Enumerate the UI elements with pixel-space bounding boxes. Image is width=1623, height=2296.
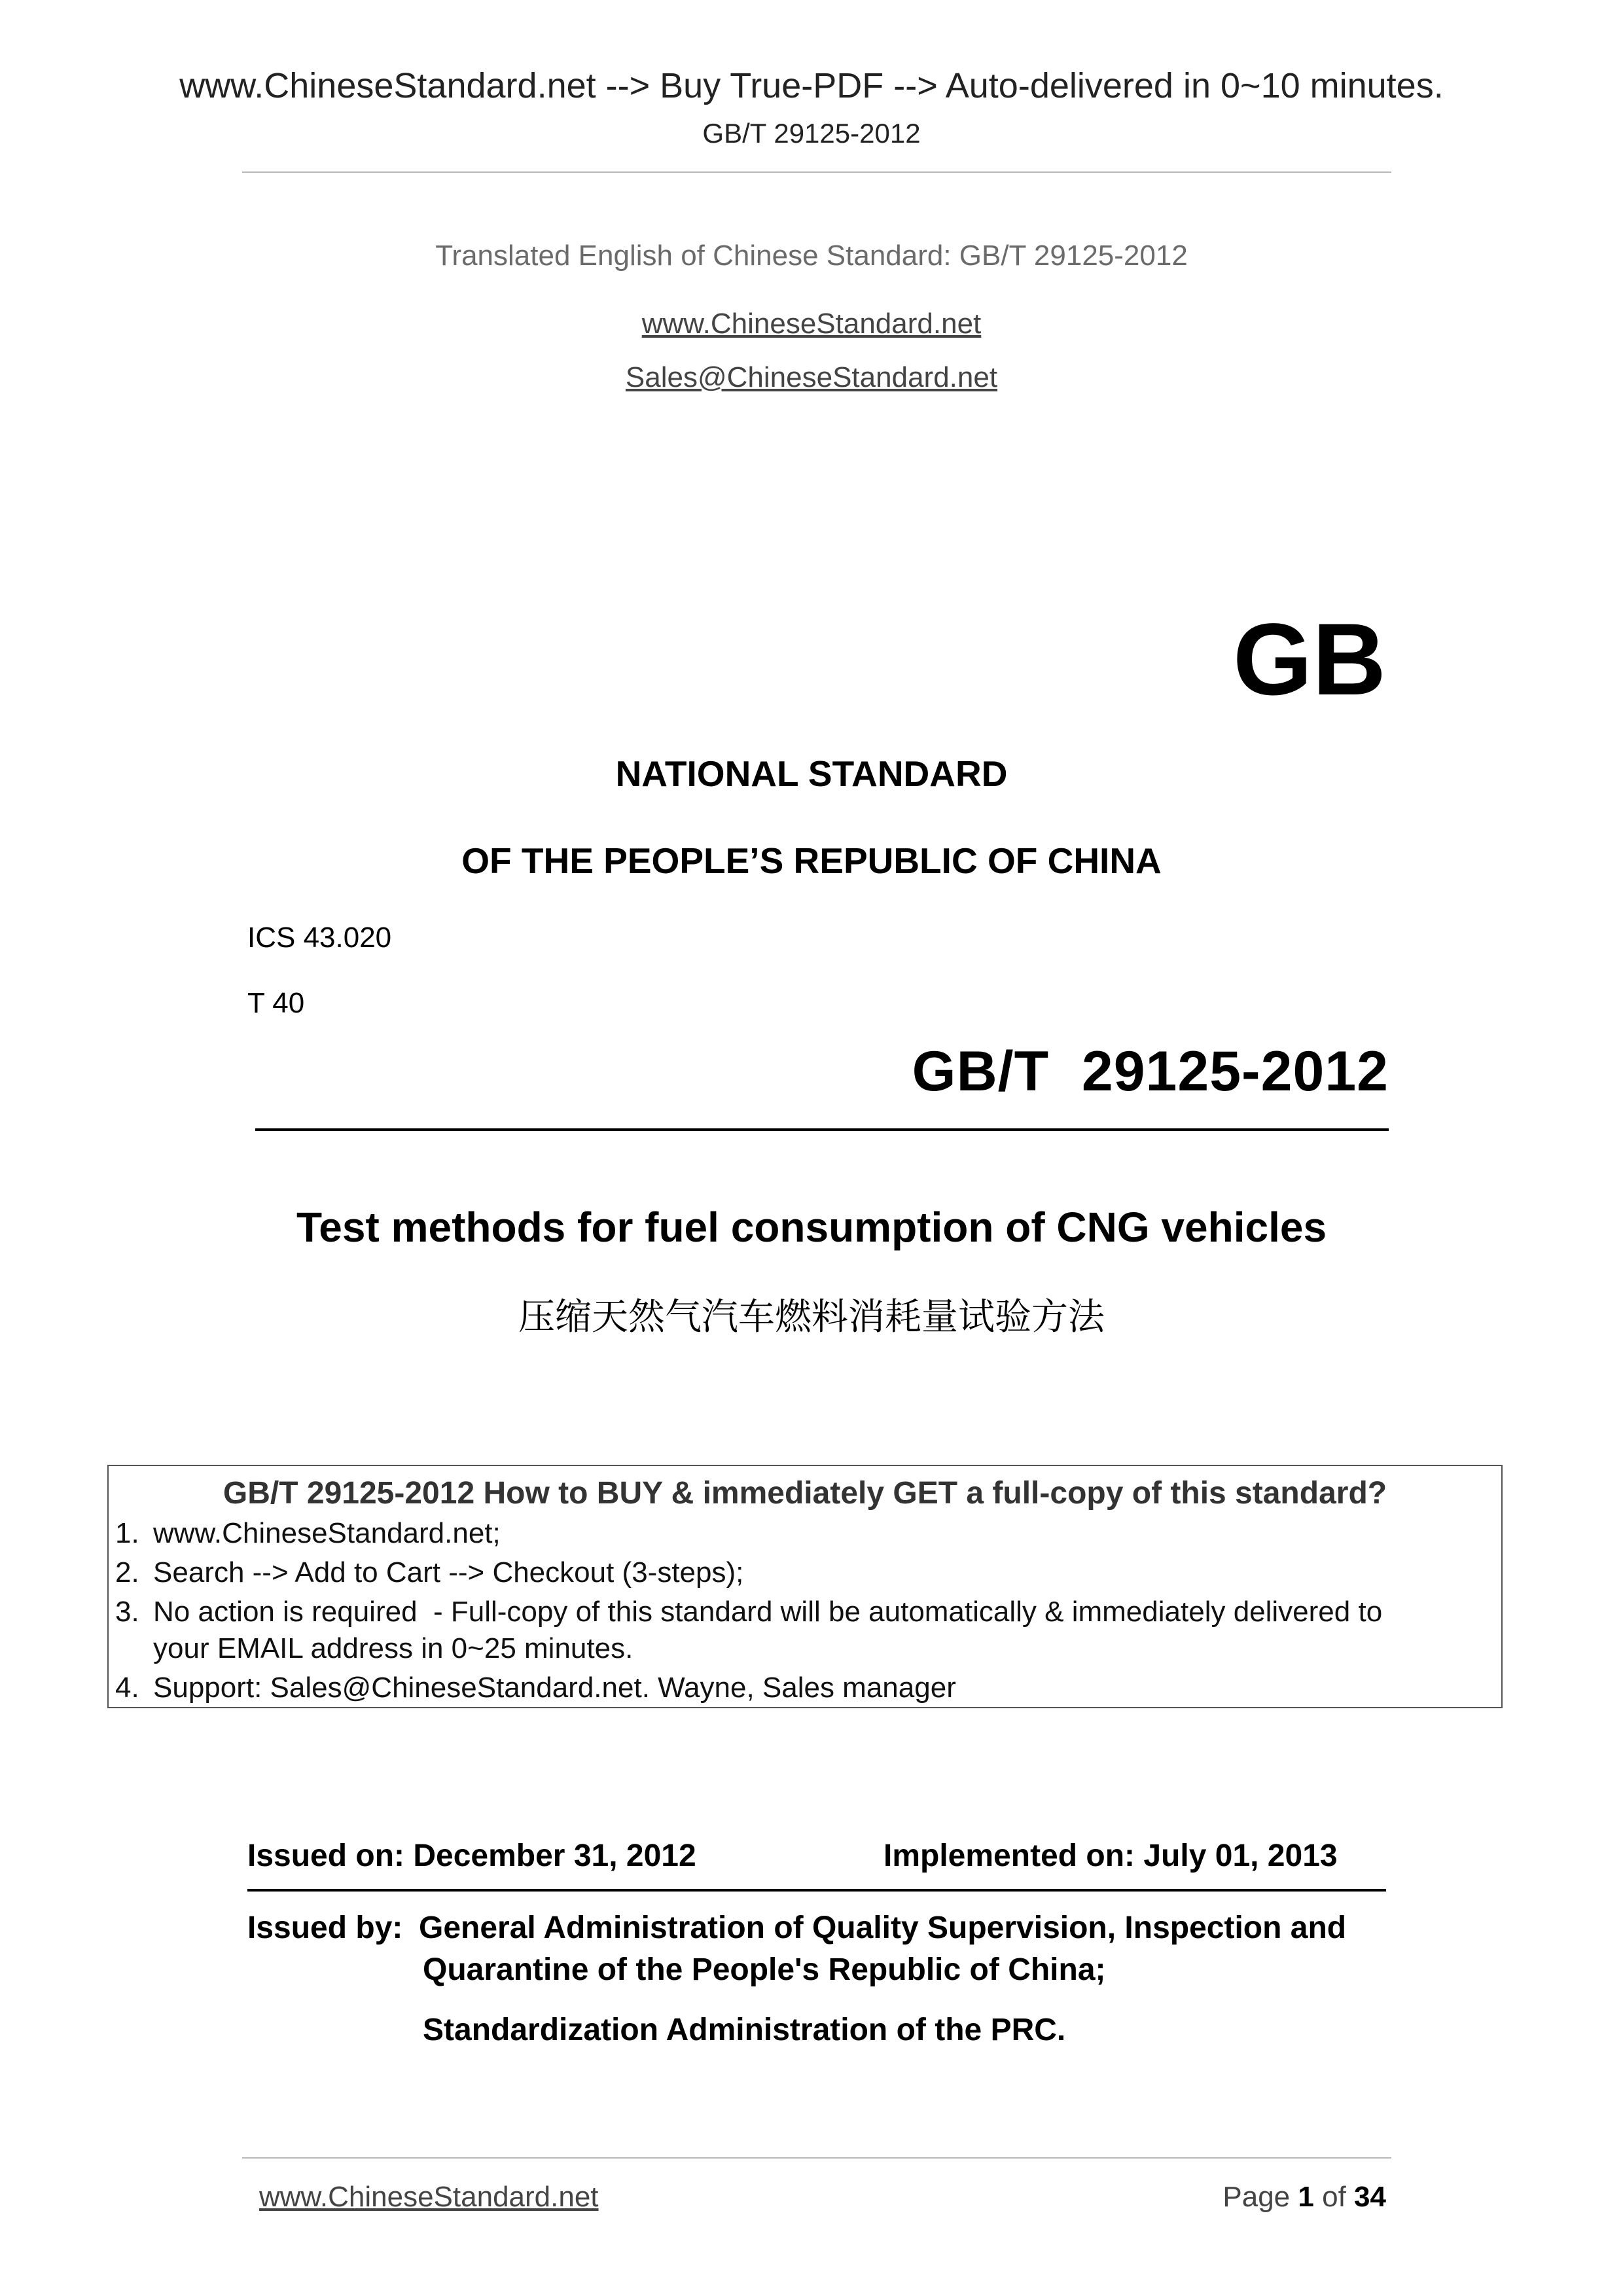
website-link[interactable]: www.ChineseStandard.net [641, 308, 982, 340]
buy-step-4: 4. Support: Sales@ChineseStandard.net. Wayne, Sales manager [115, 1672, 956, 1704]
chinese-title: 压缩天然气汽车燃料消耗量试验方法 [518, 1296, 1105, 1338]
email-link[interactable]: Sales@ChineseStandard.net [625, 361, 998, 393]
buy-step-2: 2. Search --> Add to Cart --> Checkout (3-steps); [115, 1556, 744, 1588]
buy-heading: GB/T 29125-2012 How to BUY & immediately GET a full-copy of this standard? [223, 1476, 1387, 1511]
issued-by-label: Issued by: [247, 1910, 403, 1945]
footer-divider [242, 2157, 1391, 2159]
english-title: Test methods for fuel consumption of CNG vehicles [296, 1204, 1327, 1251]
header-standard-code: GB/T 29125-2012 [702, 118, 921, 149]
standard-number: GB/T 29125-2012 [912, 1040, 1389, 1103]
title-prc: OF THE PEOPLE’S REPUBLIC OF CHINA [461, 840, 1162, 881]
buy-step-3-continued: your EMAIL address in 0~25 minutes. [153, 1632, 633, 1664]
translated-line: Translated English of Chinese Standard: GB/T 29125-2012 [435, 240, 1188, 272]
buy-step-1: 1. www.ChineseStandard.net; [115, 1517, 501, 1549]
buy-instructions-box [107, 1465, 1503, 1708]
issue-date-rule [247, 1889, 1386, 1892]
ics-code: ICS 43.020 [247, 922, 392, 954]
total-pages: 34 [1354, 2181, 1386, 2213]
implemented-on-date: Implemented on: July 01, 2013 [883, 1839, 1338, 1873]
issuer-aqsiq-continued: Quarantine of the People's Republic of China; [423, 1952, 1106, 1987]
current-page: 1 [1298, 2181, 1314, 2213]
issuer-sac: Standardization Administration of the PRC. [423, 2013, 1066, 2047]
footer-website-link[interactable]: www.ChineseStandard.net [259, 2181, 599, 2213]
header-divider [242, 171, 1391, 173]
page-indicator: Page 1 of 34 [1222, 2181, 1386, 2213]
gb-logo: GB [1233, 603, 1386, 717]
buy-step-3: 3. No action is required - Full-copy of this standard will be automatically & immediately delivered to [115, 1596, 1383, 1628]
title-national-standard: NATIONAL STANDARD [615, 753, 1008, 794]
top-banner: www.ChineseStandard.net --> Buy True-PDF --> Auto-delivered in 0~10 minutes. [179, 66, 1444, 105]
classification-code: T 40 [247, 987, 305, 1019]
issued-on-date: Issued on: December 31, 2012 [247, 1839, 696, 1873]
issuer-aqsiq: General Administration of Quality Supervision, Inspection and [419, 1910, 1347, 1945]
standard-number-rule [255, 1128, 1389, 1131]
